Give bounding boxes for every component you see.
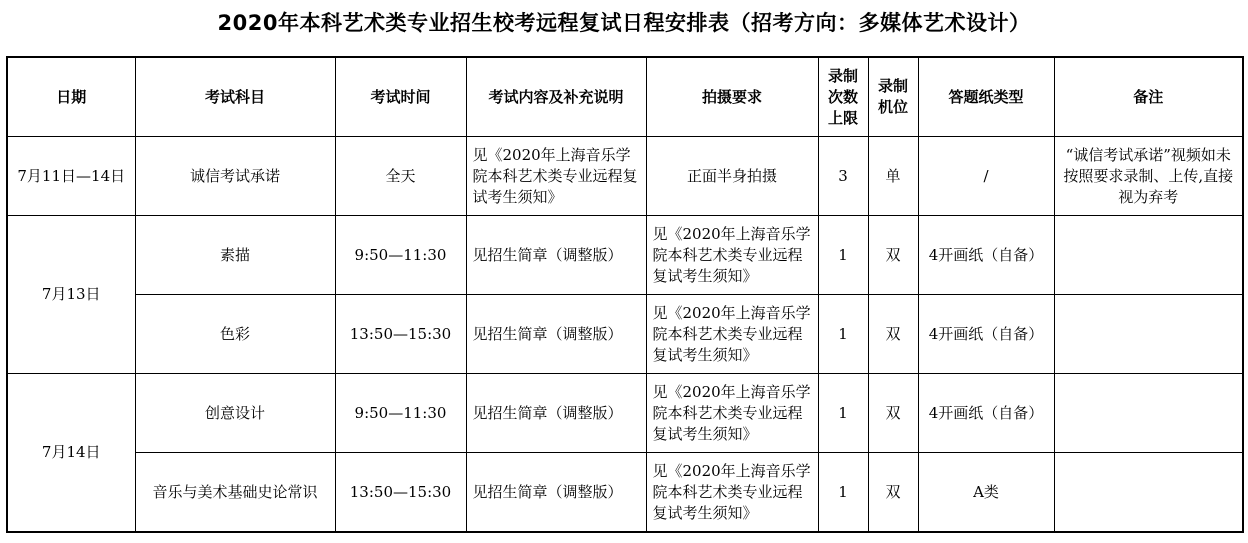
cell-time: 9:50—11:30: [335, 216, 466, 295]
cell-note: “诚信考试承诺”视频如未按照要求录制、上传,直接视为弃考: [1054, 137, 1243, 216]
cell-subject: 诚信考试承诺: [135, 137, 335, 216]
table-row: [7, 374, 1243, 453]
header-time: 考试时间: [335, 57, 466, 137]
cell-shooting: 见《2020年上海音乐学院本科艺术类专业远程复试考生须知》: [646, 453, 818, 533]
cell-camera: 单: [868, 137, 918, 216]
header-limit-line: 次数: [827, 87, 858, 106]
header-content: 考试内容及补充说明: [466, 57, 646, 137]
table-row: [7, 453, 1243, 533]
header-camera: [868, 57, 918, 137]
cell-time: 13:50—15:30: [335, 453, 466, 533]
cell-note: [1054, 374, 1243, 453]
table-row: [7, 216, 1243, 295]
cell-paper: 4开画纸（自备）: [918, 374, 1054, 453]
cell-camera: 双: [868, 374, 918, 453]
cell-time: 全天: [335, 137, 466, 216]
cell-content: 见招生简章（调整版）: [466, 453, 646, 533]
header-camera-line: 录制: [877, 77, 908, 95]
cell-content: 见招生简章（调整版）: [466, 295, 646, 374]
cell-subject: 色彩: [135, 295, 335, 374]
header-paper: 答题纸类型: [918, 57, 1054, 137]
cell-subject: 音乐与美术基础史论常识: [135, 453, 335, 533]
cell-shooting: 正面半身拍摄: [646, 137, 818, 216]
cell-date: 7月13日: [7, 216, 135, 374]
header-note: 备注: [1054, 57, 1243, 137]
cell-limit: 1: [818, 216, 868, 295]
cell-limit: 1: [818, 453, 868, 533]
header-camera-line: 机位: [877, 98, 908, 116]
header-shooting: 拍摄要求: [646, 57, 818, 137]
cell-time: 13:50—15:30: [335, 295, 466, 374]
cell-subject: 创意设计: [135, 374, 335, 453]
cell-camera: 双: [868, 453, 918, 533]
cell-paper: 4开画纸（自备）: [918, 295, 1054, 374]
cell-subject: 素描: [135, 216, 335, 295]
cell-content: 见招生简章（调整版）: [466, 374, 646, 453]
cell-shooting: 见《2020年上海音乐学院本科艺术类专业远程复试考生须知》: [646, 216, 818, 295]
cell-limit: 1: [818, 374, 868, 453]
header-limit-line: 录制: [827, 66, 858, 85]
cell-note: [1054, 295, 1243, 374]
header-limit-line: 上限: [827, 108, 858, 127]
cell-date: 7月14日: [7, 374, 135, 533]
header-date: 日期: [7, 57, 135, 137]
cell-shooting: 见《2020年上海音乐学院本科艺术类专业远程复试考生须知》: [646, 295, 818, 374]
cell-note: [1054, 216, 1243, 295]
table-row: [7, 295, 1243, 374]
cell-camera: 双: [868, 216, 918, 295]
header-subject: 考试科目: [135, 57, 335, 137]
cell-paper: /: [918, 137, 1054, 216]
cell-note: [1054, 453, 1243, 533]
header-row: [7, 57, 1243, 137]
cell-date: 7月11日—14日: [7, 137, 135, 216]
schedule-table: [6, 56, 1244, 533]
cell-paper: 4开画纸（自备）: [918, 216, 1054, 295]
cell-camera: 双: [868, 295, 918, 374]
cell-shooting: 见《2020年上海音乐学院本科艺术类专业远程复试考生须知》: [646, 374, 818, 453]
cell-time: 9:50—11:30: [335, 374, 466, 453]
cell-paper: A类: [918, 453, 1054, 533]
cell-limit: 3: [818, 137, 868, 216]
cell-limit: 1: [818, 295, 868, 374]
page-title: 2020年本科艺术类专业招生校考远程复试日程安排表（招考方向：多媒体艺术设计）: [217, 11, 1031, 35]
cell-content: 见《2020年上海音乐学院本科艺术类专业远程复试考生须知》: [466, 137, 646, 216]
header-limit: [818, 57, 868, 137]
table-row: [7, 137, 1243, 216]
cell-content: 见招生简章（调整版）: [466, 216, 646, 295]
